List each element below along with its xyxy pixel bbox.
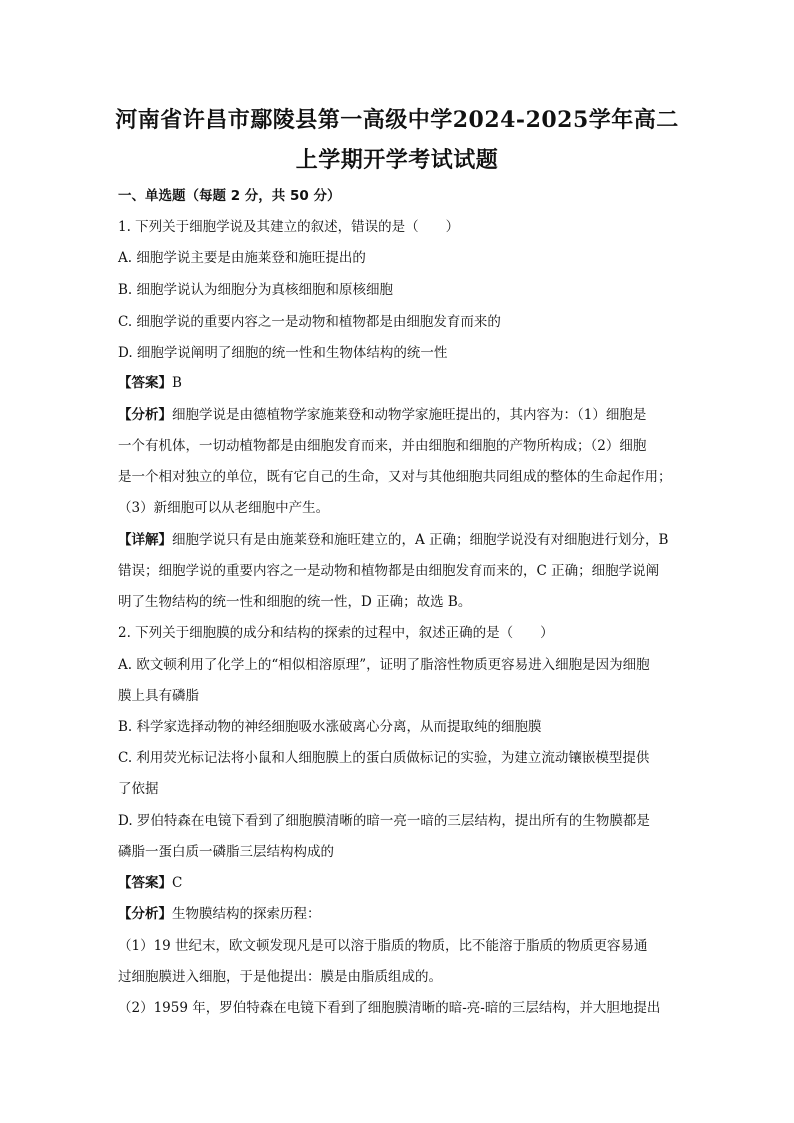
section-heading: 一、单选题（每题 2 分，共 50 分）: [118, 188, 341, 204]
question-1-answer: [118, 374, 182, 392]
question-1-option-b: B. 细胞学说认为细胞分为真核细胞和原核细胞: [118, 282, 394, 298]
detail-tag: 【详解】: [118, 532, 172, 548]
question-2-analysis-head: [118, 905, 321, 923]
question-2-analysis-line-3: （2）1959 年，罗伯特森在电镜下看到了细胞膜清晰的暗-亮-暗的三层结构，并大胆地提出: [118, 1000, 661, 1016]
question-1-analysis-line-1: [118, 406, 646, 424]
answer-value: C: [172, 875, 183, 891]
question-2-option-a-line-1: A. 欧文顿利用了化学上的“相似相溶原理”，证明了脂溶性物质更容易进入细胞是因为细胞: [118, 657, 650, 673]
question-2-option-a-line-2: 膜上具有磷脂: [118, 688, 199, 704]
detail-text: 细胞学说只有是由施莱登和施旺建立的，A 正确；细胞学说没有对细胞进行划分，B: [172, 532, 669, 548]
analysis-text: 生物膜结构的探索历程：: [172, 906, 321, 922]
question-1-option-d: D. 细胞学说阐明了细胞的统一性和生物体结构的统一性: [118, 345, 448, 361]
answer-tag: 【答案】: [118, 375, 172, 391]
question-1-detail-line-3: 明了生物结构的统一性和细胞的统一性，D 正确；故选 B。: [118, 594, 472, 610]
question-1-option-a: A. 细胞学说主要是由施莱登和施旺提出的: [118, 250, 366, 266]
question-2-option-c-line-1: C. 利用荧光标记法将小鼠和人细胞膜上的蛋白质做标记的实验，为建立流动镶嵌模型提供: [118, 750, 650, 766]
question-2-option-b: B. 科学家选择动物的神经细胞吸水涨破离心分离，从而提取纯的细胞膜: [118, 719, 542, 735]
answer-value: B: [172, 375, 182, 391]
question-1-detail-line-2: 错误；细胞学说的重要内容之一是动物和植物都是由细胞发育而来的，C 正确；细胞学说阐: [118, 563, 660, 579]
question-1-analysis-line-3: 是一个相对独立的单位，既有它自己的生命，又对与其他细胞共同组成的整体的生命起作用；: [118, 469, 672, 485]
question-1-option-c: C. 细胞学说的重要内容之一是动物和植物都是由细胞发育而来的: [118, 314, 501, 330]
question-2-option-d-line-1: D. 罗伯特森在电镜下看到了细胞膜清晰的暗一亮一暗的三层结构，提出所有的生物膜都是: [118, 813, 650, 829]
question-2-stem: 2. 下列关于细胞膜的成分和结构的探索的过程中，叙述正确的是（ ）: [118, 625, 554, 641]
question-2-option-d-line-2: 磷脂一蛋白质一磷脂三层结构构成的: [118, 844, 334, 860]
question-1-detail-line-1: [118, 531, 668, 549]
analysis-tag: 【分析】: [118, 906, 172, 922]
document-title-line-2: 上学期开学考试试题: [295, 147, 499, 173]
question-2-analysis-line-1: （1）19 世纪末，欧文顿发现凡是可以溶于脂质的物质，比不能溶于脂质的物质更容易通: [118, 938, 648, 954]
question-1-stem: 1. 下列关于细胞学说及其建立的叙述，错误的是（ ）: [118, 219, 460, 235]
analysis-text: 细胞学说是由德植物学家施莱登和动物学家施旺提出的，其内容为：（1）细胞是: [172, 407, 647, 423]
question-1-analysis-line-4: （3）新细胞可以从老细胞中产生。: [118, 500, 330, 516]
document-title-line-1: 河南省许昌市鄢陵县第一高级中学2024-2025学年高二: [115, 107, 679, 133]
question-2-answer: [118, 874, 182, 892]
question-2-option-c-line-2: 了依据: [118, 781, 159, 797]
question-1-analysis-line-2: 一个有机体，一切动植物都是由细胞发育而来，并由细胞和细胞的产物所构成；（2）细胞: [118, 438, 647, 454]
question-2-analysis-line-2: 过细胞膜进入细胞，于是他提出：膜是由脂质组成的。: [118, 969, 442, 985]
answer-tag: 【答案】: [118, 875, 172, 891]
analysis-tag: 【分析】: [118, 407, 172, 423]
